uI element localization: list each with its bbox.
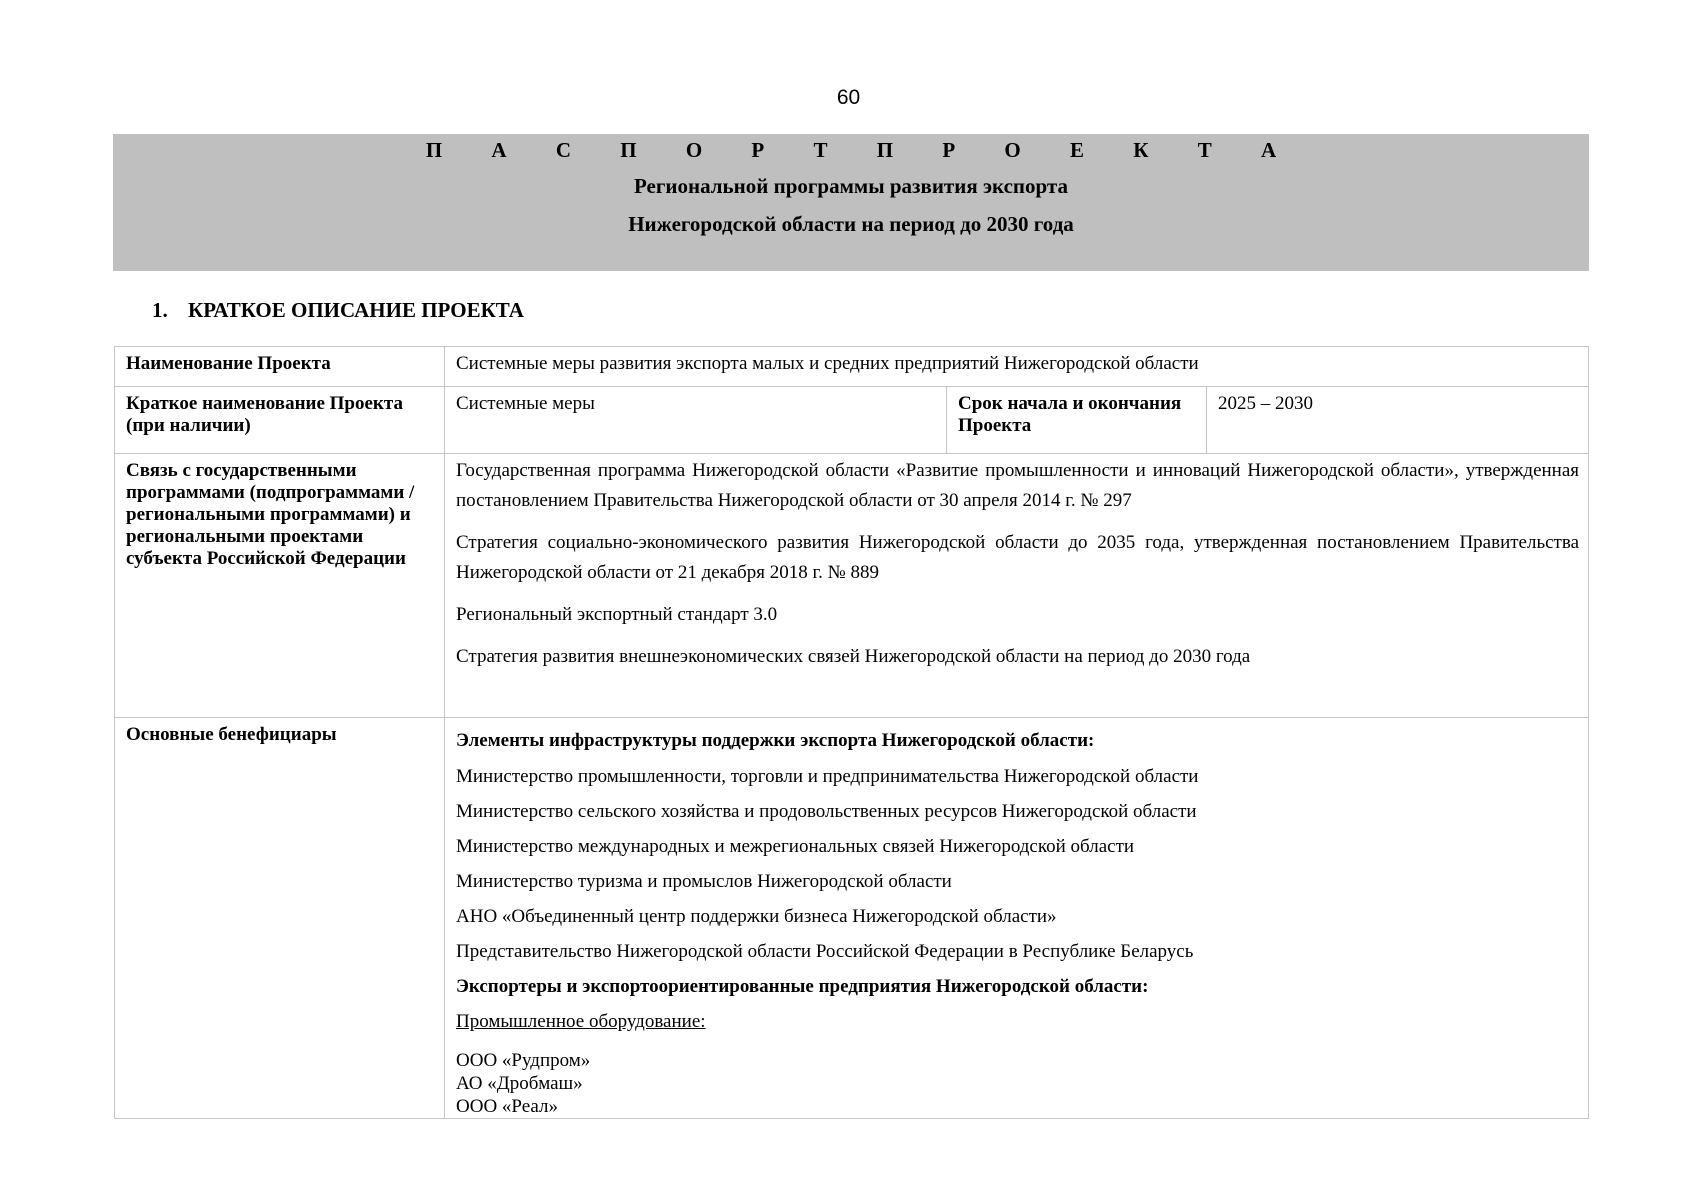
list-item: АО «Дробмаш» — [456, 1073, 583, 1094]
exporters-heading: Экспортеры и экспортоориентированные предприятия Нижегородской области: — [456, 976, 1149, 997]
list-item: Министерство сельского хозяйства и продовольственных ресурсов Нижегородской области — [456, 801, 1197, 822]
companies-list — [456, 1049, 1579, 1118]
list-item: АНО «Объединенный центр поддержки бизнеса Нижегородской области» — [456, 906, 1057, 927]
beneficiaries-label: Основные бенефициары — [115, 718, 445, 1119]
list-item: ООО «Реал» — [456, 1096, 558, 1117]
program-item: Государственная программа Нижегородской области «Развитие промышленности и инноваций Нижегородской области», утвержденная постановлением Правительства Нижегородской области от 30 апреля 2014 г. № 297 — [456, 460, 1580, 511]
programs-link-value — [445, 454, 1589, 718]
list-item: Министерство промышленности, торговли и предпринимательства Нижегородской области — [456, 766, 1199, 787]
banner-title: П А С П О Р Т П Р О Е К Т А — [425, 138, 1277, 162]
program-item: Региональный экспортный стандарт 3.0 — [456, 604, 778, 625]
program-item: Стратегия развития внешнеэкономических связей Нижегородской области на период до 2030 года — [456, 646, 1251, 667]
list-item: ООО «Рудпром» — [456, 1050, 591, 1071]
passport-banner — [113, 134, 1589, 271]
list-item: Министерство международных и межрегиональных связей Нижегородской области — [456, 836, 1135, 857]
term-value: 2025 – 2030 — [1207, 387, 1589, 454]
table-row — [115, 347, 1589, 387]
beneficiaries-value — [445, 718, 1589, 1119]
project-passport-table — [114, 346, 1589, 1119]
table-row — [115, 718, 1589, 1119]
table-row — [115, 387, 1589, 454]
term-label: Срок начала и окончания Проекта — [947, 387, 1207, 454]
section-number: 1. — [152, 298, 168, 322]
short-name-label: Краткое наименование Проекта (при наличии) — [115, 387, 445, 454]
project-name-label: Наименование Проекта — [115, 347, 445, 387]
infra-heading: Элементы инфраструктуры поддержки экспорта Нижегородской области: — [456, 730, 1095, 751]
banner-subtitle-line2: Нижегородской области на период до 2030 года — [628, 212, 1074, 236]
project-name-value: Системные меры развития экспорта малых и средних предприятий Нижегородской области — [445, 347, 1589, 387]
banner-subtitle-line1: Региональной программы развития экспорта — [633, 174, 1068, 198]
table-row — [115, 454, 1589, 718]
list-item: Представительство Нижегородской области Российской Федерации в Республике Беларусь — [456, 941, 1194, 962]
programs-link-label: Связь с государственными программами (подпрограммами / региональными программами) и региональными проектами субъекта Российской Федерации — [115, 454, 445, 718]
short-name-value: Системные меры — [445, 387, 947, 454]
category-heading: Промышленное оборудование: — [456, 1011, 706, 1032]
program-item: Стратегия социально-экономического развития Нижегородской области до 2035 года, утвержденная постановлением Правительства Нижегородской области от 21 декабря 2018 г. № 889 — [456, 532, 1580, 583]
section-heading — [152, 298, 524, 323]
list-item: Министерство туризма и промыслов Нижегородской области — [456, 871, 952, 892]
section-title: КРАТКОЕ ОПИСАНИЕ ПРОЕКТА — [188, 298, 524, 322]
page-number: 60 — [836, 86, 861, 109]
